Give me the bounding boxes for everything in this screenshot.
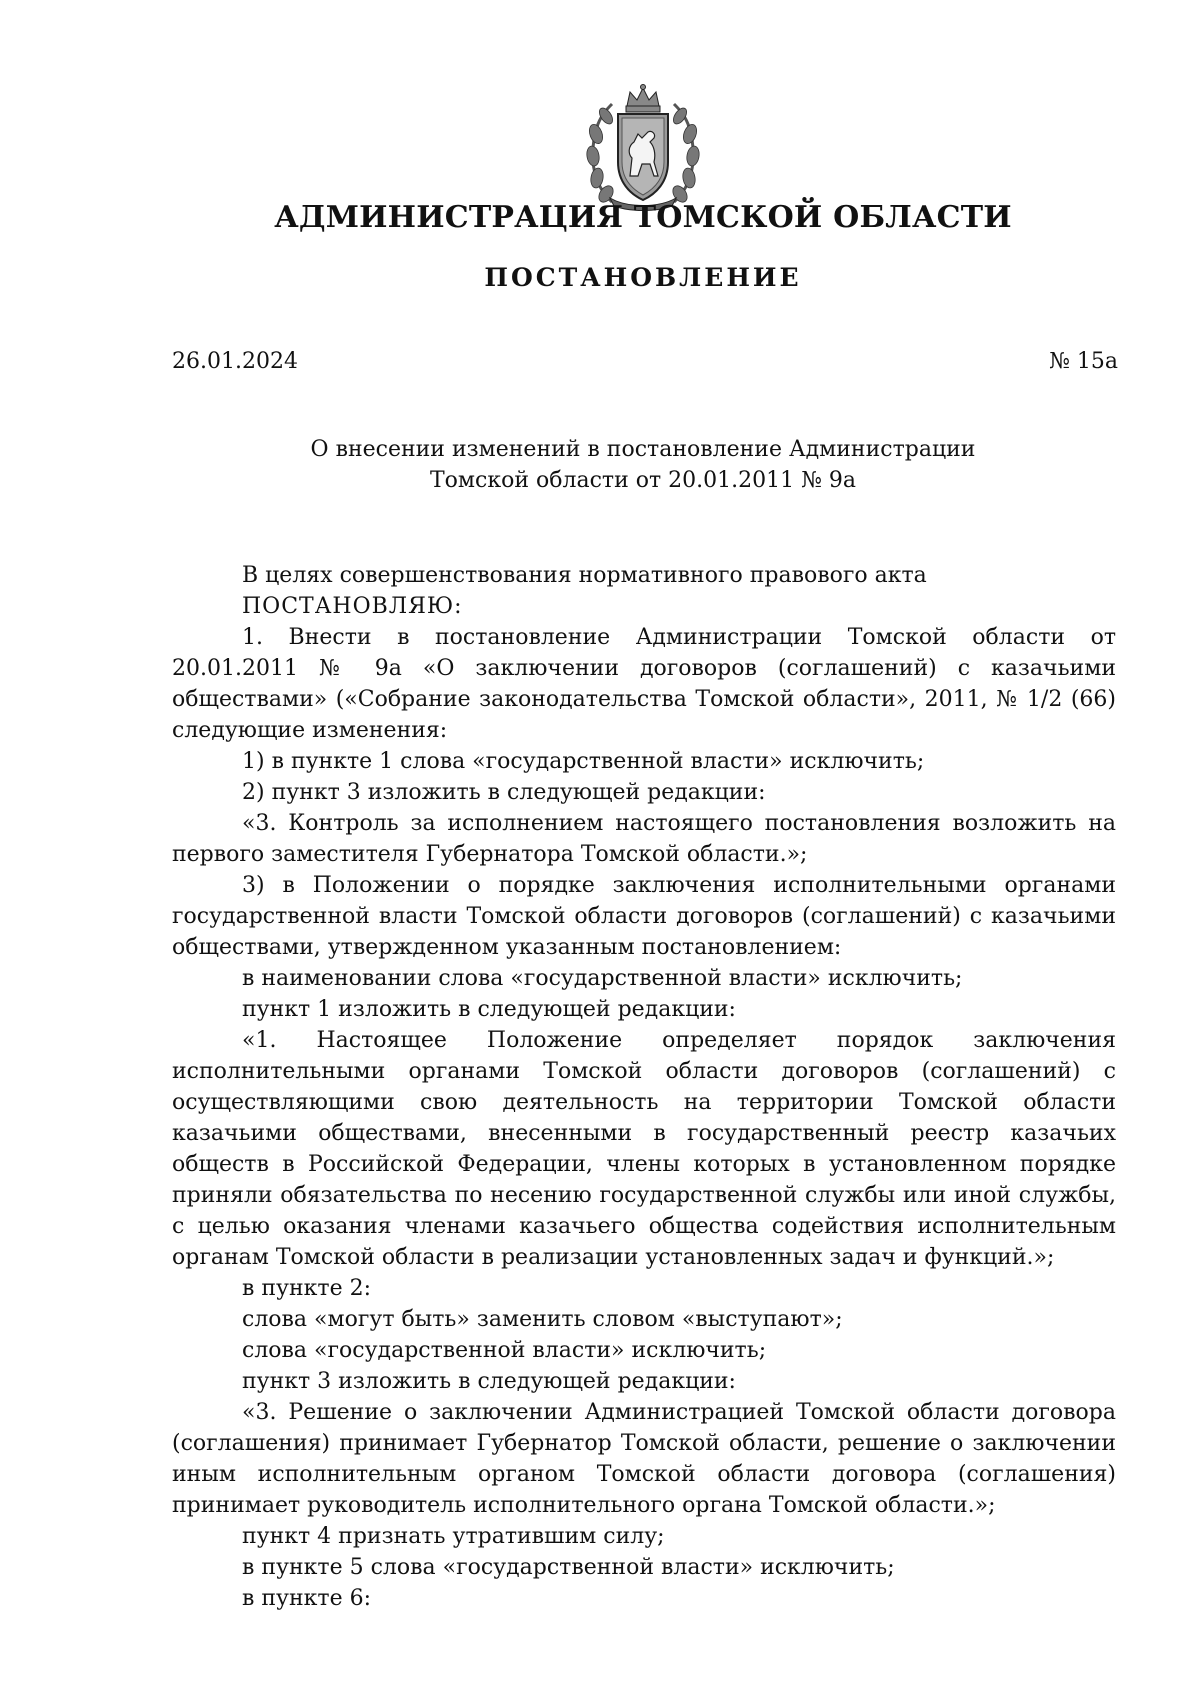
body-paragraph-resolve: ПОСТАНОВЛЯЮ:	[242, 594, 463, 619]
body-paragraph: В целях совершенствования нормативного правового акта	[242, 563, 927, 588]
body-paragraph: пункт 1 изложить в следующей редакции:	[242, 997, 736, 1022]
body-paragraph: в пункте 5 слова «государственной власти» исключить;	[242, 1555, 895, 1580]
body-paragraph: «3. Контроль за исполнением настоящего постановления возложить на первого заместителя Губернатора Томской области.»;	[172, 811, 1116, 867]
coat-of-arms-icon	[582, 84, 704, 212]
subject-line-1: О внесении изменений в постановление Администрации	[310, 437, 976, 462]
document-body	[172, 560, 1116, 1614]
body-paragraph: «1. Настоящее Положение определяет порядок заключения исполнительными органами Томской области договоров (соглашений) с осуществляющими свою деятельность на территории Томской области казачьими обществами, внесенными в государственный реестр казачьих обществ в Российской Федерации, члены которых в установленном порядке приняли обязательства по несению государственной службы или иной службы, с целью оказания членами казачьего общества содействия исполнительным органам Томской области в реализации установленных задач и функций.»;	[172, 1028, 1116, 1270]
document-subject	[0, 434, 1200, 496]
organization-title: АДМИНИСТРАЦИЯ ТОМСКОЙ ОБЛАСТИ	[274, 200, 1012, 235]
body-paragraph: в наименовании слова «государственной власти» исключить;	[242, 966, 963, 991]
body-paragraph: в пункте 2:	[242, 1276, 371, 1301]
body-paragraph: пункт 3 изложить в следующей редакции:	[242, 1369, 736, 1394]
body-paragraph: пункт 4 признать утратившим силу;	[242, 1524, 665, 1549]
body-paragraph: в пункте 6:	[242, 1586, 371, 1611]
body-paragraph: 2) пункт 3 изложить в следующей редакции:	[242, 780, 766, 805]
document-number: № 15а	[1049, 349, 1118, 374]
body-paragraph: слова «могут быть» заменить словом «выступают»;	[242, 1307, 843, 1332]
body-paragraph: «3. Решение о заключении Администрацией Томской области договора (соглашения) принимает Губернатор Томской области, решение о заключении иным исполнительным органом Томской области договора (соглашения) принимает руководитель исполнительного органа Томской области.»;	[172, 1400, 1116, 1518]
document-type-title: ПОСТАНОВЛЕНИЕ	[484, 263, 802, 292]
body-paragraph: 1) в пункте 1 слова «государственной власти» исключить;	[242, 749, 925, 774]
body-paragraph: слова «государственной власти» исключить;	[242, 1338, 767, 1363]
subject-line-2: Томской области от 20.01.2011 № 9а	[429, 468, 857, 493]
document-date: 26.01.2024	[172, 349, 298, 374]
body-paragraph: 1. Внести в постановление Администрации Томской области от 20.01.2011 № 9а «О заключении договоров (соглашений) с казачьими обществами» («Собрание законодательства Томской области», 2011, № 1/2 (66) следующие изменения:	[172, 625, 1116, 743]
body-paragraph: 3) в Положении о порядке заключения исполнительными органами государственной власти Томской области договоров (соглашений) с казачьими обществами, утвержденном указанным постановлением:	[172, 873, 1116, 960]
